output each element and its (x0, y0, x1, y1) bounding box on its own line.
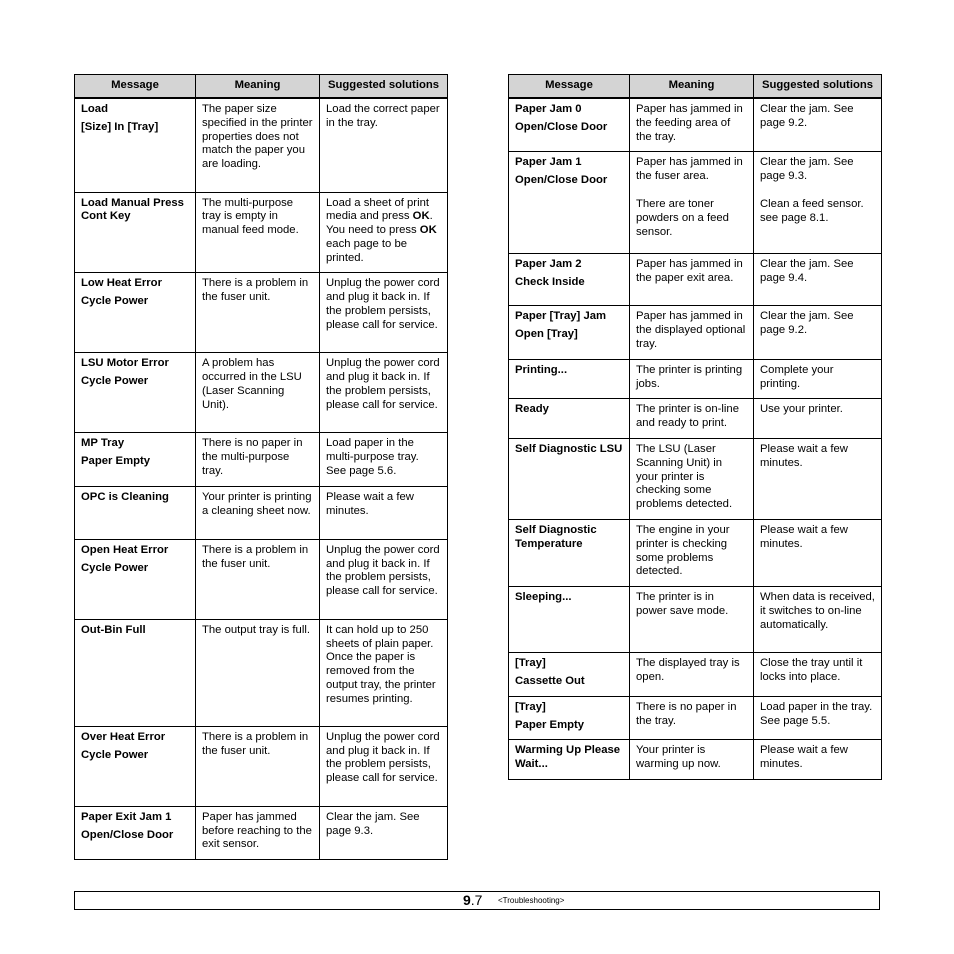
solution-text: Load a sheet of print media and press (326, 196, 430, 223)
message-line: Cassette Out (515, 674, 585, 687)
meaning-cell: Paper has jammed in the displayed optional tray. (630, 306, 754, 359)
message-line: Cycle Power (81, 748, 149, 761)
message-line: Open Heat Error (81, 543, 169, 556)
meaning-cell: There is a problem in the fuser unit. (196, 273, 320, 353)
message-cell (75, 539, 196, 619)
message-line: Self Diagnostic Temperature (515, 523, 597, 550)
header-solutions: Suggested solutions (320, 75, 448, 99)
section-name: <Troubleshooting> (498, 896, 565, 905)
meaning-cell: The printer is on-line and ready to print. (630, 399, 754, 439)
solution-cell: Please wait a few minutes. (754, 519, 882, 586)
message-line: Out-Bin Full (81, 623, 146, 636)
table-row (509, 254, 882, 306)
solution-text: Clean a feed sensor. see page 8.1. (760, 197, 864, 224)
table-header-row (75, 75, 448, 99)
header-meaning: Meaning (630, 75, 754, 99)
message-line: Over Heat Error (81, 730, 166, 743)
table-row (75, 433, 448, 486)
solution-cell (754, 152, 882, 254)
error-messages-table-right (508, 74, 882, 780)
message-line: Warming Up Please Wait... (515, 744, 621, 771)
message-cell (75, 806, 196, 859)
message-cell (75, 433, 196, 486)
table-row (509, 306, 882, 359)
solution-cell: When data is received, it switches to on-line automatically. (754, 587, 882, 653)
meaning-cell: A problem has occurred in the LSU (Laser Scanning Unit). (196, 353, 320, 433)
meaning-cell: The output tray is full. (196, 619, 320, 726)
solution-cell: Load the correct paper in the tray. (320, 98, 448, 192)
chapter-number: 9 (463, 892, 471, 908)
message-cell (75, 98, 196, 192)
message-line: Paper Jam 2 (515, 258, 582, 271)
meaning-cell: The printer is printing jobs. (630, 359, 754, 399)
meaning-cell (630, 152, 754, 254)
meaning-cell: There is no paper in the multi-purpose tray. (196, 433, 320, 486)
table-row (75, 192, 448, 273)
meaning-cell: There is a problem in the fuser unit. (196, 539, 320, 619)
message-line: Cycle Power (81, 375, 149, 388)
solution-cell: Clear the jam. See page 9.2. (754, 306, 882, 359)
meaning-cell: Paper has jammed in the paper exit area. (630, 254, 754, 306)
meaning-text: There are toner powders on a feed sensor. (636, 197, 729, 238)
message-line: Load Manual Press Cont Key (81, 196, 184, 223)
error-messages-table-left (74, 74, 448, 860)
header-meaning: Meaning (196, 75, 320, 99)
message-cell (509, 306, 630, 359)
meaning-cell: The paper size specified in the printer properties does not match the paper you are loading. (196, 98, 320, 192)
message-cell (509, 519, 630, 586)
message-line: Paper Jam 1 (515, 156, 582, 169)
message-cell (509, 254, 630, 306)
message-line: Paper Empty (81, 455, 151, 468)
message-line: Paper Jam 0 (515, 103, 582, 115)
message-line: Ready (515, 403, 549, 416)
message-line: Open/Close Door (81, 828, 174, 841)
message-line: Cycle Power (81, 295, 149, 308)
message-cell (75, 273, 196, 353)
message-line: [Size] In [Tray] (81, 120, 159, 133)
ok-key-text: OK (412, 210, 430, 223)
table-row (75, 353, 448, 433)
message-cell (75, 353, 196, 433)
message-cell (509, 399, 630, 439)
table-row (509, 696, 882, 740)
solution-cell: Load paper in the tray. See page 5.5. (754, 696, 882, 740)
solution-cell: Please wait a few minutes. (320, 486, 448, 539)
solution-text: Clear the jam. See page 9.3. (760, 156, 854, 183)
solution-cell (320, 192, 448, 273)
message-line: Load (81, 103, 108, 115)
solution-cell: Clear the jam. See page 9.3. (320, 806, 448, 859)
message-cell (75, 192, 196, 273)
meaning-cell: Paper has jammed before reaching to the exit sensor. (196, 806, 320, 859)
solution-text: . You need to press (326, 210, 433, 237)
solution-cell: Please wait a few minutes. (754, 438, 882, 519)
message-cell (75, 619, 196, 726)
message-line: [Tray] (515, 657, 546, 670)
solution-cell: Load paper in the multi-purpose tray. See page 5.6. (320, 433, 448, 486)
meaning-cell: The multi-purpose tray is empty in manual feed mode. (196, 192, 320, 273)
message-line: Paper Empty (515, 718, 585, 731)
header-message: Message (75, 75, 196, 99)
table-row (509, 399, 882, 439)
table-row (509, 98, 882, 152)
solution-cell: Complete your printing. (754, 359, 882, 399)
message-line: Paper [Tray] Jam (515, 310, 607, 323)
message-cell (509, 152, 630, 254)
table-row (75, 539, 448, 619)
message-line: Check Inside (515, 276, 585, 289)
message-line: Sleeping... (515, 591, 572, 604)
message-line: [Tray] (515, 700, 546, 713)
message-line: Printing... (515, 363, 568, 376)
message-cell (509, 653, 630, 697)
table-row (75, 806, 448, 859)
solution-cell: Close the tray until it locks into place. (754, 653, 882, 697)
message-line: Cycle Power (81, 561, 149, 574)
table-row (509, 587, 882, 653)
solution-cell: Unplug the power cord and plug it back in. If the problem persists, please call for service. (320, 273, 448, 353)
table-row (75, 486, 448, 539)
solution-cell: Please wait a few minutes. (754, 740, 882, 780)
message-cell (75, 486, 196, 539)
page-suffix: .7 (470, 892, 483, 908)
table-row (75, 273, 448, 353)
solution-cell: Unplug the power cord and plug it back in. If the problem persists, please call for service. (320, 539, 448, 619)
meaning-cell: The engine in your printer is checking some problems detected. (630, 519, 754, 586)
table-row (509, 653, 882, 697)
solution-cell: Use your printer. (754, 399, 882, 439)
solution-cell: Clear the jam. See page 9.4. (754, 254, 882, 306)
solution-cell: Unplug the power cord and plug it back in. If the problem persists, please call for service. (320, 353, 448, 433)
solution-cell: Clear the jam. See page 9.2. (754, 98, 882, 152)
table-row (509, 519, 882, 586)
meaning-cell: Paper has jammed in the feeding area of the tray. (630, 98, 754, 152)
message-line: Low Heat Error (81, 277, 162, 290)
message-line: Open/Close Door (515, 120, 608, 133)
message-line: Paper Exit Jam 1 (81, 810, 172, 823)
ok-key-text: OK (419, 224, 437, 237)
solution-cell: It can hold up to 250 sheets of plain paper. Once the paper is removed from the output tray, the printer resumes printing. (320, 619, 448, 726)
table-row (509, 359, 882, 399)
header-solutions: Suggested solutions (754, 75, 882, 99)
meaning-cell: Your printer is warming up now. (630, 740, 754, 780)
table-row (509, 438, 882, 519)
message-cell (509, 359, 630, 399)
meaning-text: Paper has jammed in the fuser area. (636, 156, 743, 183)
solution-cell: Unplug the power cord and plug it back in. If the problem persists, please call for service. (320, 726, 448, 806)
message-cell (509, 740, 630, 780)
message-line: Open [Tray] (515, 328, 578, 341)
message-cell (75, 726, 196, 806)
meaning-cell: The displayed tray is open. (630, 653, 754, 697)
message-line: LSU Motor Error (81, 357, 169, 370)
meaning-cell: Your printer is printing a cleaning sheet now. (196, 486, 320, 539)
header-message: Message (509, 75, 630, 99)
message-cell (509, 98, 630, 152)
table-row (75, 619, 448, 726)
table-row (75, 98, 448, 192)
meaning-cell: The LSU (Laser Scanning Unit) in your printer is checking some problems detected. (630, 438, 754, 519)
meaning-cell: There is no paper in the tray. (630, 696, 754, 740)
message-cell (509, 438, 630, 519)
table-row (509, 152, 882, 254)
message-cell (509, 696, 630, 740)
page-number (463, 892, 482, 909)
solution-text: each page to be printed. (326, 237, 408, 264)
table-row (509, 740, 882, 780)
meaning-cell: There is a problem in the fuser unit. (196, 726, 320, 806)
meaning-cell: The printer is in power save mode. (630, 587, 754, 653)
message-line: Open/Close Door (515, 174, 608, 187)
table-header-row (509, 75, 882, 99)
table-row (75, 726, 448, 806)
message-line: MP Tray (81, 437, 125, 450)
message-line: Self Diagnostic LSU (515, 442, 623, 455)
message-cell (509, 587, 630, 653)
message-line: OPC is Cleaning (81, 490, 169, 503)
page-footer (74, 891, 880, 910)
